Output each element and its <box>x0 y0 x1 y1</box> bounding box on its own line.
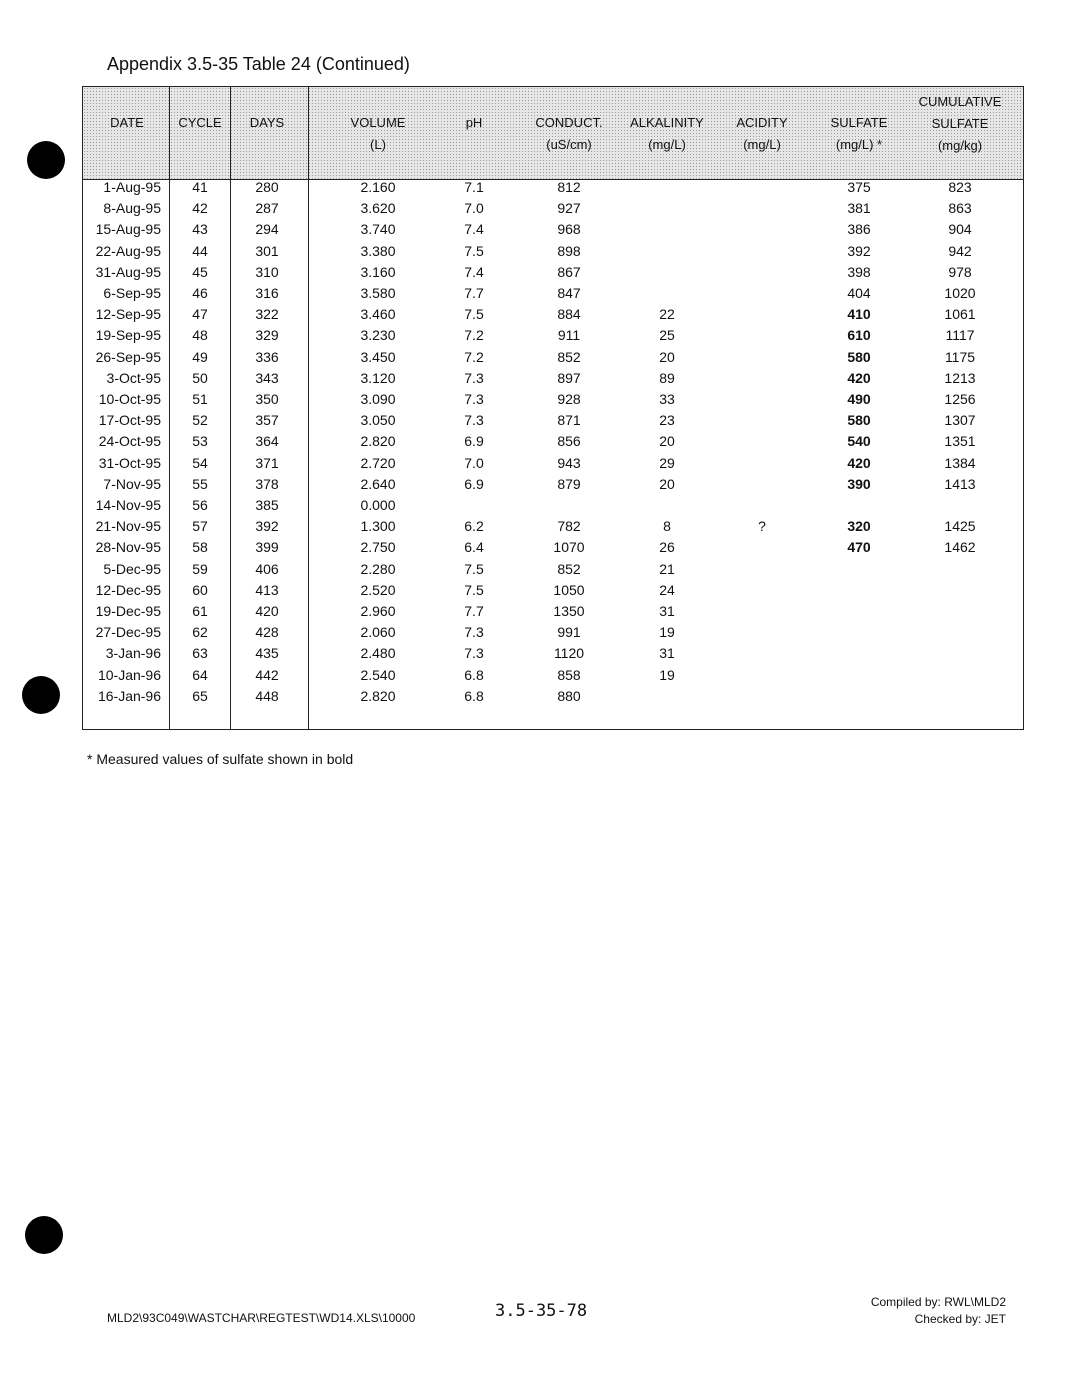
cell-cumulative: 1413 <box>944 475 976 492</box>
cell-alkalinity: 20 <box>659 433 675 450</box>
header-cycle: CYCLE <box>178 115 222 130</box>
cell-cumulative: 1256 <box>944 391 976 407</box>
cell-sulfate: 580 <box>847 348 871 365</box>
cell-cumulative: 978 <box>948 263 972 280</box>
cell-alkalinity: 20 <box>659 348 675 365</box>
cell-ph: 7.2 <box>464 348 484 365</box>
cell-conduct: 852 <box>557 348 581 365</box>
cell-ph: 7.5 <box>464 242 484 259</box>
cell-cycle: 48 <box>192 327 208 344</box>
cell-volume: 2.720 <box>360 454 396 471</box>
cell-days: 280 <box>255 179 279 195</box>
cell-cycle: 44 <box>192 242 208 259</box>
cell-days: 385 <box>255 497 279 513</box>
cell-days: 310 <box>255 263 279 280</box>
cell-days: 294 <box>255 221 279 238</box>
cell-ph: 7.5 <box>464 306 484 323</box>
cell-cycle: 49 <box>192 348 208 365</box>
cell-volume: 2.280 <box>360 560 396 577</box>
cell-cycle: 57 <box>192 518 208 535</box>
header-cumulative: (mg/kg) <box>937 138 983 153</box>
cell-days: 448 <box>255 687 279 704</box>
header-alkalinity: ALKALINITY <box>630 115 704 130</box>
cell-conduct: 856 <box>557 433 581 450</box>
cell-days: 371 <box>255 454 279 471</box>
cell-acidity: ? <box>758 518 766 535</box>
cell-days: 350 <box>255 391 279 407</box>
cell-date: 16-Jan-96 <box>97 687 161 704</box>
cell-days: 316 <box>255 285 279 301</box>
footnote: * Measured values of sulfate shown in bold <box>87 751 354 767</box>
cell-sulfate: 410 <box>847 306 871 323</box>
cell-sulfate: 610 <box>847 327 871 344</box>
cell-cycle: 59 <box>192 560 208 577</box>
cell-conduct: 880 <box>557 687 581 704</box>
cell-ph: 6.2 <box>464 518 484 535</box>
cell-sulfate: 381 <box>847 200 871 217</box>
cell-volume: 3.230 <box>360 327 396 344</box>
cell-date: 5-Dec-95 <box>103 560 161 577</box>
cell-ph: 7.3 <box>464 369 484 386</box>
cell-conduct: 928 <box>557 391 581 407</box>
cell-sulfate: 386 <box>847 221 871 238</box>
cell-cumulative: 942 <box>948 242 972 259</box>
cell-date: 28-Nov-95 <box>95 539 161 556</box>
cell-volume: 2.160 <box>360 179 396 195</box>
cell-days: 392 <box>255 518 279 535</box>
punch-hole-bottom <box>25 1216 63 1254</box>
cell-cumulative: 1061 <box>944 306 976 323</box>
header-alkalinity: (mg/L) <box>648 137 686 152</box>
cell-volume: 3.050 <box>360 412 396 429</box>
cell-days: 287 <box>255 200 279 217</box>
cell-cumulative: 863 <box>948 200 972 217</box>
page-title: Appendix 3.5-35 Table 24 (Continued) <box>107 54 410 74</box>
cell-conduct: 812 <box>557 179 581 195</box>
cell-date: 24-Oct-95 <box>98 433 161 450</box>
cell-alkalinity: 22 <box>659 306 675 323</box>
cell-cumulative: 1213 <box>944 369 976 386</box>
cell-date: 15-Aug-95 <box>95 221 161 238</box>
cell-cycle: 60 <box>192 581 208 598</box>
cell-cumulative: 1462 <box>944 539 976 556</box>
cell-date: 19-Sep-95 <box>95 327 161 344</box>
cell-cumulative: 1351 <box>944 433 976 450</box>
cell-sulfate: 398 <box>847 263 871 280</box>
cell-ph: 7.5 <box>464 581 484 598</box>
cell-volume: 3.580 <box>360 285 396 301</box>
cell-date: 10-Oct-95 <box>98 391 161 407</box>
cell-conduct: 1120 <box>553 645 585 662</box>
cell-date: 26-Sep-95 <box>95 348 161 365</box>
cell-volume: 2.540 <box>360 666 396 683</box>
cell-sulfate: 404 <box>847 285 871 301</box>
cell-ph: 7.2 <box>464 327 484 344</box>
cell-cycle: 54 <box>192 454 208 471</box>
cell-cycle: 56 <box>192 497 208 513</box>
cell-ph: 7.5 <box>464 560 484 577</box>
cell-alkalinity: 33 <box>659 391 675 407</box>
cell-conduct: 858 <box>557 666 581 683</box>
cell-conduct: 782 <box>557 518 581 535</box>
cell-volume: 3.450 <box>360 348 396 365</box>
cell-ph: 7.7 <box>464 603 484 619</box>
cell-volume: 2.820 <box>360 433 396 450</box>
cell-ph: 6.8 <box>464 666 484 683</box>
cell-alkalinity: 19 <box>659 666 675 683</box>
cell-cumulative: 1020 <box>944 285 976 301</box>
cell-conduct: 991 <box>557 624 581 641</box>
cell-ph: 7.4 <box>464 221 484 238</box>
cell-cycle: 45 <box>192 263 208 280</box>
cell-days: 343 <box>255 369 279 386</box>
header-volume: VOLUME <box>350 115 406 130</box>
cell-conduct: 852 <box>557 560 581 577</box>
header-sulfate: SULFATE <box>830 115 888 130</box>
punch-hole-middle <box>22 676 60 714</box>
cell-cycle: 61 <box>192 603 208 619</box>
cell-volume: 3.160 <box>360 263 396 280</box>
cell-volume: 2.640 <box>360 475 396 492</box>
cell-date: 21-Nov-95 <box>95 518 161 535</box>
cell-date: 27-Dec-95 <box>95 624 161 641</box>
cell-cumulative: 1117 <box>945 327 975 344</box>
cell-date: 31-Aug-95 <box>95 263 161 280</box>
cell-volume: 2.960 <box>360 603 396 619</box>
header-conduct: CONDUCT. <box>535 115 603 130</box>
cell-volume: 3.120 <box>360 369 396 386</box>
cell-sulfate: 390 <box>847 475 871 492</box>
cell-date: 3-Jan-96 <box>105 645 161 662</box>
cell-conduct: 927 <box>557 200 581 217</box>
cell-ph: 7.3 <box>464 645 484 662</box>
cell-conduct: 1350 <box>553 603 585 619</box>
checked-by: Checked by: JET <box>914 1312 1006 1326</box>
cell-days: 399 <box>255 539 279 556</box>
cell-days: 336 <box>255 348 279 365</box>
cell-date: 6-Sep-95 <box>103 285 161 301</box>
cell-cycle: 50 <box>192 369 208 386</box>
cell-cycle: 53 <box>192 433 208 450</box>
cell-cycle: 55 <box>192 475 208 492</box>
cell-cycle: 65 <box>192 687 208 704</box>
cell-sulfate: 420 <box>847 454 871 471</box>
cell-volume: 3.090 <box>360 391 396 407</box>
cell-conduct: 1050 <box>553 581 585 598</box>
cell-cumulative: 1384 <box>944 454 976 471</box>
cell-conduct: 897 <box>557 369 581 386</box>
cell-days: 364 <box>255 433 279 450</box>
cell-volume: 2.520 <box>360 581 396 598</box>
cell-alkalinity: 8 <box>663 518 671 535</box>
cell-alkalinity: 25 <box>659 327 675 344</box>
cell-ph: 6.8 <box>464 687 484 704</box>
cell-sulfate: 420 <box>847 369 871 386</box>
cell-conduct: 943 <box>557 454 581 471</box>
cell-cycle: 41 <box>192 179 208 195</box>
cell-cycle: 43 <box>192 221 208 238</box>
cell-date: 1-Aug-95 <box>103 179 161 195</box>
cell-alkalinity: 31 <box>659 645 675 662</box>
punch-hole-top <box>27 141 65 179</box>
cell-date: 12-Dec-95 <box>95 581 161 598</box>
cell-alkalinity: 21 <box>659 560 675 577</box>
cell-days: 413 <box>255 581 279 598</box>
cell-cumulative: 1307 <box>944 412 976 429</box>
cell-conduct: 898 <box>557 242 581 259</box>
header-conduct: (uS/cm) <box>546 137 592 152</box>
cell-cycle: 64 <box>192 666 208 683</box>
cell-alkalinity: 89 <box>659 369 675 386</box>
cell-days: 301 <box>255 242 279 259</box>
cell-date: 31-Oct-95 <box>98 454 161 471</box>
cell-ph: 7.3 <box>464 391 484 407</box>
header-days: DAYS <box>249 115 285 130</box>
cell-sulfate: 540 <box>847 433 871 450</box>
cell-alkalinity: 19 <box>659 624 675 641</box>
cell-conduct: 1070 <box>553 539 585 556</box>
cell-days: 329 <box>255 327 279 344</box>
cell-ph: 6.9 <box>464 475 484 492</box>
cell-cycle: 47 <box>192 306 208 323</box>
cell-cycle: 58 <box>192 539 208 556</box>
cell-days: 420 <box>255 603 279 619</box>
compiled-block <box>840 1294 1006 1328</box>
header-cumulative: CUMULATIVE <box>918 94 1002 109</box>
cell-ph: 7.3 <box>464 412 484 429</box>
cell-volume: 2.750 <box>360 539 396 556</box>
cell-volume: 1.300 <box>360 518 396 535</box>
header-sulfate: (mg/L) * <box>835 137 883 152</box>
cell-days: 322 <box>255 306 279 323</box>
cell-ph: 7.7 <box>464 285 484 301</box>
cell-conduct: 911 <box>557 327 581 344</box>
cell-sulfate: 320 <box>847 518 871 535</box>
cell-conduct: 871 <box>557 412 581 429</box>
cell-date: 10-Jan-96 <box>97 666 161 683</box>
cell-cycle: 62 <box>192 624 208 641</box>
cell-alkalinity: 23 <box>659 412 675 429</box>
cell-volume: 0.000 <box>360 497 396 513</box>
header-cumulative: SULFATE <box>931 116 989 131</box>
cell-ph: 7.1 <box>464 179 484 195</box>
header-acidity: ACIDITY <box>736 115 788 130</box>
cell-days: 378 <box>255 475 279 492</box>
cell-conduct: 884 <box>557 306 581 323</box>
page-number: 3.5-35-78 <box>495 1301 588 1321</box>
cell-date: 22-Aug-95 <box>95 242 161 259</box>
cell-conduct: 847 <box>557 285 581 301</box>
cell-cumulative: 1425 <box>944 518 976 535</box>
cell-volume: 2.480 <box>360 645 396 662</box>
cell-cycle: 42 <box>192 200 208 217</box>
cell-alkalinity: 29 <box>659 454 675 471</box>
cell-cycle: 46 <box>192 285 208 301</box>
cell-cumulative: 1175 <box>944 348 976 365</box>
cell-ph: 7.0 <box>464 200 484 217</box>
cell-sulfate: 580 <box>847 412 871 429</box>
cell-conduct: 867 <box>557 263 581 280</box>
compiled-by: Compiled by: RWL\MLD2 <box>870 1295 1006 1309</box>
cell-days: 442 <box>255 666 279 683</box>
header-acidity: (mg/L) <box>743 137 781 152</box>
cell-conduct: 968 <box>557 221 581 238</box>
cell-days: 357 <box>255 412 279 429</box>
cell-cumulative: 823 <box>948 179 972 195</box>
cell-alkalinity: 31 <box>659 603 675 619</box>
cell-alkalinity: 26 <box>659 539 675 556</box>
cell-volume: 3.620 <box>360 200 396 217</box>
cell-date: 17-Oct-95 <box>98 412 161 429</box>
cell-volume: 2.060 <box>360 624 396 641</box>
cell-days: 435 <box>255 645 279 662</box>
cell-volume: 3.460 <box>360 306 396 323</box>
cell-ph: 6.4 <box>464 539 484 556</box>
cell-volume: 3.380 <box>360 242 396 259</box>
cell-days: 428 <box>255 624 279 641</box>
cell-cycle: 51 <box>192 391 208 407</box>
header-volume: (L) <box>370 137 386 152</box>
cell-sulfate: 470 <box>847 539 871 556</box>
header-date: DATE <box>110 115 144 130</box>
data-table <box>82 86 1024 730</box>
cell-date: 14-Nov-95 <box>95 497 161 513</box>
cell-date: 19-Dec-95 <box>95 603 161 619</box>
cell-alkalinity: 20 <box>659 475 675 492</box>
cell-date: 8-Aug-95 <box>103 200 161 217</box>
cell-cycle: 63 <box>192 645 208 662</box>
cell-volume: 2.820 <box>360 687 396 704</box>
cell-sulfate: 392 <box>847 242 871 259</box>
cell-date: 12-Sep-95 <box>95 306 161 323</box>
cell-ph: 7.3 <box>464 624 484 641</box>
cell-cumulative: 904 <box>948 221 972 238</box>
cell-volume: 3.740 <box>360 221 396 238</box>
cell-conduct: 879 <box>557 475 581 492</box>
cell-cycle: 52 <box>192 412 208 429</box>
cell-date: 7-Nov-95 <box>103 475 161 492</box>
cell-ph: 7.0 <box>464 454 484 471</box>
cell-alkalinity: 24 <box>659 581 675 598</box>
cell-ph: 7.4 <box>464 263 484 280</box>
cell-sulfate: 375 <box>847 179 871 195</box>
cell-days: 406 <box>255 560 279 577</box>
cell-sulfate: 490 <box>847 391 871 407</box>
cell-ph: 6.9 <box>464 433 484 450</box>
file-path: MLD2\93C049\WASTCHAR\REGTEST\WD14.XLS\10000 <box>107 1311 416 1325</box>
header-ph: pH <box>465 115 483 130</box>
cell-date: 3-Oct-95 <box>106 369 161 386</box>
